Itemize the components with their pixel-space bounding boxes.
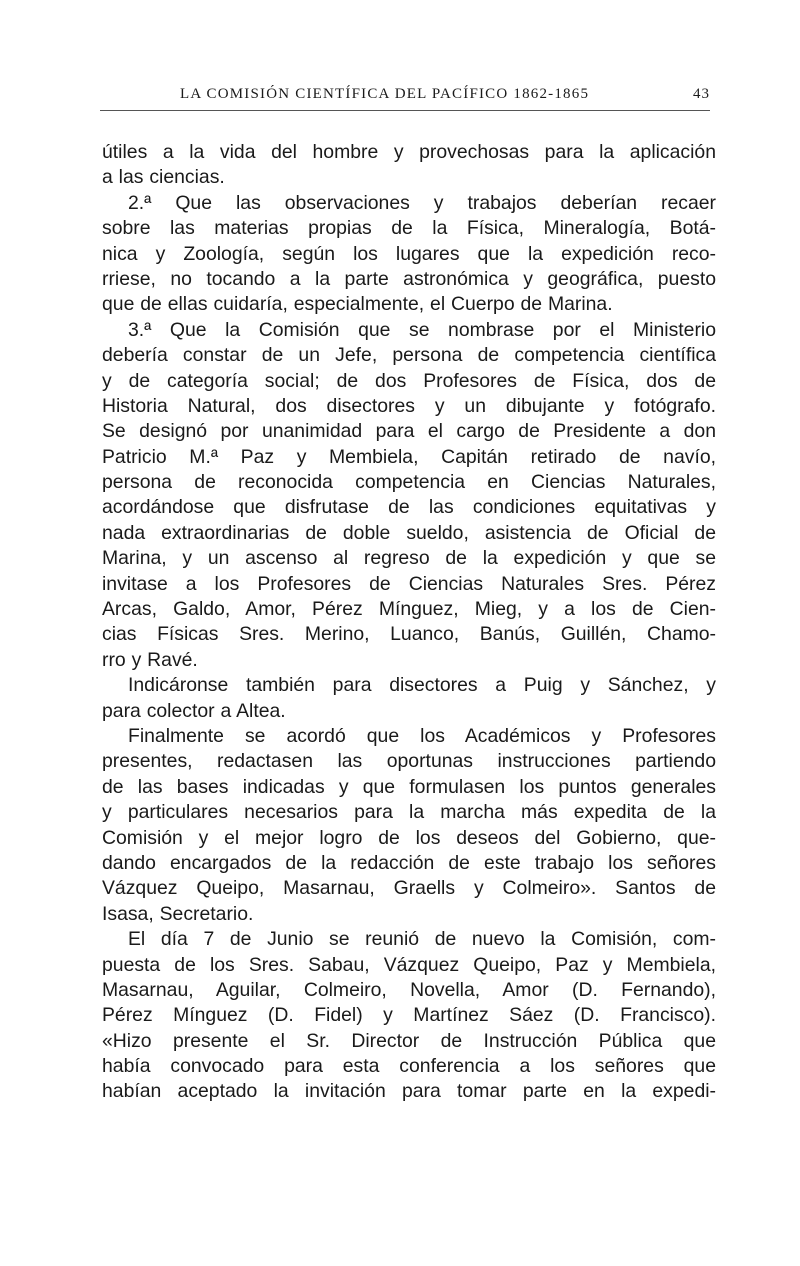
text-line: nica y Zoología, según los lugares que la expedición reco- [102, 242, 716, 265]
body-text [102, 140, 716, 1105]
text-line: Arcas, Galdo, Amor, Pérez Mínguez, Mieg, y a los de Cien- [102, 598, 716, 621]
running-title: LA COMISIÓN CIENTÍFICA DEL PACÍFICO 1862-1865 [180, 86, 590, 102]
running-header [100, 86, 710, 111]
text-line: «Hizo presente el Sr. Director de Instrucción Pública que [102, 1029, 716, 1052]
text-line: 3.ª Que la Comisión que se nombrase por el Ministerio [128, 318, 716, 341]
text-line: Se designó por unanimidad para el cargo de Presidente a don [102, 420, 716, 443]
text-line: que de ellas cuidaría, especialmente, el Cuerpo de Marina. [102, 293, 613, 316]
text-line: Finalmente se acordó que los Académicos y Profesores [128, 724, 716, 747]
text-line: rriese, no tocando a la parte astronómica y geográfica, puesto [102, 267, 716, 290]
text-line: 2.ª Que las observaciones y trabajos deberían recaer [128, 191, 716, 214]
text-line: para colector a Altea. [102, 699, 286, 722]
text-line: debería constar de un Jefe, persona de competencia científica [102, 344, 716, 367]
text-line: Vázquez Queipo, Masarnau, Graells y Colmeiro». Santos de [102, 877, 716, 900]
text-line: de las bases indicadas y que formulasen los puntos generales [102, 775, 716, 798]
text-line: Historia Natural, dos disectores y un dibujante y fotógrafo. [102, 394, 716, 417]
text-line: habían aceptado la invitación para tomar parte en la expedi- [102, 1080, 716, 1103]
page-number: 43 [693, 86, 710, 102]
text-line: dando encargados de la redacción de este trabajo los señores [102, 851, 716, 874]
text-line: había convocado para esta conferencia a los señores que [102, 1055, 716, 1078]
text-line: Marina, y un ascenso al regreso de la expedición y que se [102, 547, 716, 570]
text-line: Pérez Mínguez (D. Fidel) y Martínez Sáez (D. Francisco). [102, 1004, 716, 1027]
text-line: sobre las materias propias de la Física, Mineralogía, Botá- [102, 217, 716, 240]
text-line: y particulares necesarios para la marcha más expedita de la [102, 801, 716, 824]
text-line: El día 7 de Junio se reunió de nuevo la Comisión, com- [128, 928, 716, 951]
text-line: puesta de los Sres. Sabau, Vázquez Queipo, Paz y Membiela, [102, 953, 716, 976]
text-line: cias Físicas Sres. Merino, Luanco, Banús, Guillén, Chamo- [102, 623, 716, 646]
text-line: a las ciencias. [102, 166, 225, 189]
text-line: rro y Ravé. [102, 648, 198, 671]
text-line: persona de reconocida competencia en Ciencias Naturales, [102, 471, 716, 494]
text-line: útiles a la vida del hombre y provechosas para la aplicación [102, 141, 716, 163]
text-line: Comisión y el mejor logro de los deseos del Gobierno, que- [102, 826, 716, 849]
text-line: invitase a los Profesores de Ciencias Naturales Sres. Pérez [102, 572, 716, 595]
text-line: Indicáronse también para disectores a Puig y Sánchez, y [128, 674, 716, 697]
text-line: Isasa, Secretario. [102, 902, 254, 925]
text-line: Masarnau, Aguilar, Colmeiro, Novella, Amor (D. Fernando), [102, 978, 716, 1001]
text-line: presentes, redactasen las oportunas instrucciones partiendo [102, 750, 716, 773]
text-line: Patricio M.ª Paz y Membiela, Capitán retirado de navío, [102, 445, 716, 468]
text-line: nada extraordinarias de doble sueldo, asistencia de Oficial de [102, 521, 716, 544]
text-line: y de categoría social; de dos Profesores de Física, dos de [102, 369, 716, 392]
text-line: acordándose que disfrutase de las condiciones equitativas y [102, 496, 716, 519]
